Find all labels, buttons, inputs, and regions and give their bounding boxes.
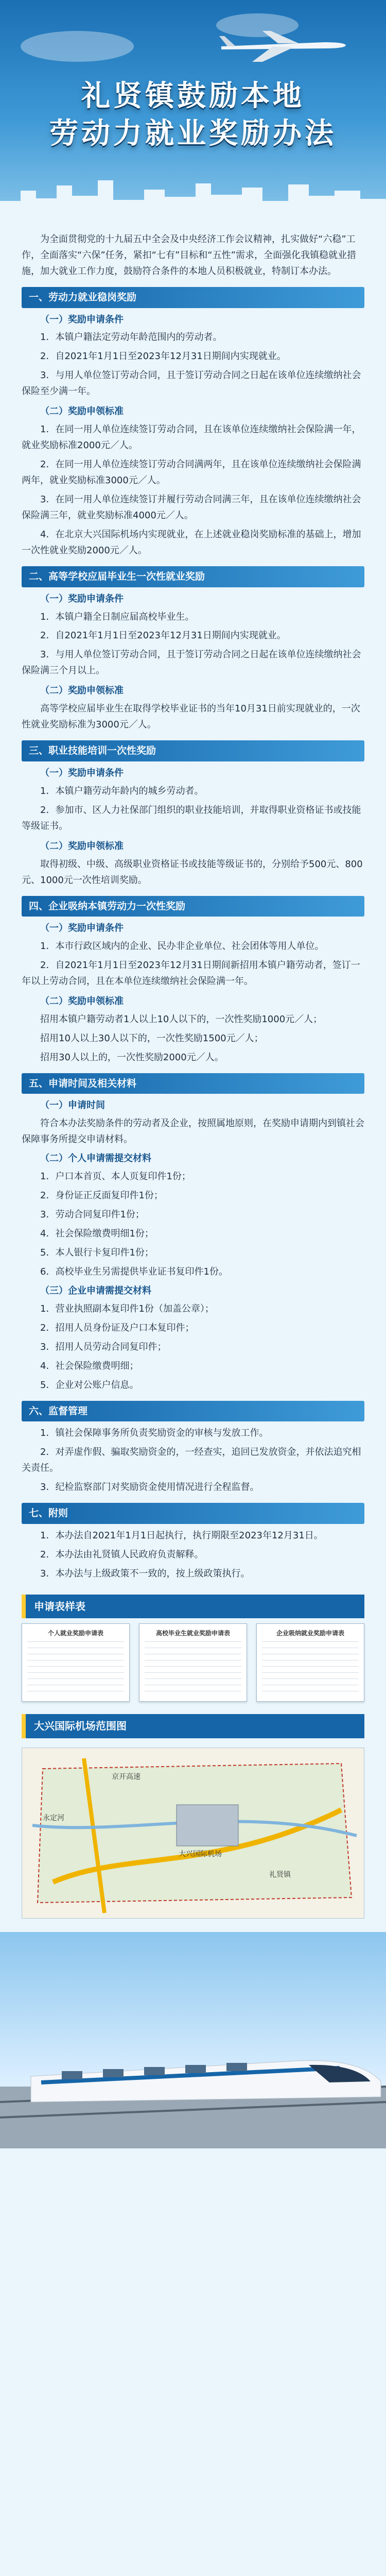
list-item: 2．自2021年1月1日至2023年12月31日期间新招用本镇户籍劳动者，签订一年以上劳动合同，且在本单位连续缴纳社会保险满一年。: [22, 960, 360, 987]
subheading: （二）奖励申领标准: [40, 685, 124, 697]
section-heading-1: 一、劳动力就业稳岗奖励: [22, 287, 364, 308]
airport-map: [22, 1748, 364, 1919]
cloud: [21, 31, 134, 62]
subheading: （二）个人申请需提交材料: [40, 1153, 151, 1164]
list-item: 招用10人以上30人以下的，一次性奖励1500元／人；: [40, 1032, 264, 1044]
list-item: 1．户口本首页、本人页复印件1份；: [40, 1171, 191, 1182]
list-item: 招用本镇户籍劳动者1人以上10人以下的，一次性奖励1000元／人；: [40, 1013, 323, 1025]
form-thumbnail: [22, 1623, 130, 1702]
map-graphic: [22, 1748, 364, 1918]
list-item: 4．在北京大兴国际机场内实现就业，在上述就业稳岗奖励标准的基础上，增加一次性就业奖励2000元／人。: [22, 529, 361, 556]
list-item: 招用30人以上的，一次性奖励2000元／人。: [40, 1052, 224, 1063]
intro-paragraph: 为全面贯彻党的十九届五中全会及中央经济工作会议精神，扎实做好“六稳”工作，全面落实“六保”任务，紧扣“七有”目标和“五性”需求，全面强化我镇稳就业措施，加大就业工作力度，鼓励符合条件的本地人员积极就业，特制订本办法。: [22, 234, 356, 277]
form-lines: [27, 1641, 124, 1696]
subheading: （二）奖励申领标准: [40, 406, 124, 417]
form-samples: [22, 1623, 364, 1702]
section-heading-7: 七、附则: [22, 1503, 364, 1524]
subheading: （一）奖励申请条件: [40, 314, 124, 325]
section-heading-5: 五、申请时间及相关材料: [22, 1073, 364, 1094]
list-item: 3．在同一用人单位连续签订并履行劳动合同满三年，且在该单位连续缴纳社会保险满三年，就业奖励标准4000元／人。: [22, 494, 361, 521]
form-thumbnail: [256, 1623, 364, 1702]
list-item: 2．对弄虚作假、骗取奖励资金的，一经查实，追回已发放资金，并依法追究相关责任。: [22, 1447, 361, 1474]
list-item: 5．本人银行卡复印件1份；: [40, 1247, 154, 1259]
list-item: 1．本镇户籍全日制应届高校毕业生。: [40, 611, 195, 622]
form-thumbnail: [139, 1623, 247, 1702]
list-item: 1．本镇户籍劳动年龄内的城乡劳动者。: [40, 785, 204, 796]
subheading: （二）奖励申领标准: [40, 996, 124, 1007]
list-item: 3．招用人员劳动合同复印件；: [40, 1341, 167, 1352]
list-item: 2．本办法由礼贤镇人民政府负责解释。: [40, 1549, 204, 1560]
list-item: 1．本办法自2021年1月1日起执行，执行期限至2023年12月31日。: [40, 1530, 323, 1541]
section-heading-6: 六、监督管理: [22, 1401, 364, 1422]
list-item: 3．纪检监察部门对奖励资金使用情况进行全程监督。: [40, 1482, 259, 1493]
form-title: 高校毕业生就业奖励申请表: [155, 1630, 230, 1637]
paragraph: 取得初级、中级、高级职业资格证书或技能等级证书的，分别给予500元、800元、1000元一次性培训奖励。: [22, 858, 363, 886]
map-label: 永定河: [43, 1814, 64, 1822]
subheading: （一）申请时间: [40, 1100, 105, 1111]
list-item: 3．与用人单位签订劳动合同，且于签订劳动合同之日起在该单位连续缴纳社会保险至少满一年。: [22, 370, 361, 397]
airplane-icon: [216, 27, 350, 63]
map-label: 京开高速: [112, 1772, 141, 1781]
list-item: 1．本市行政区域内的企业、民办非企业单位、社会团体等用人单位。: [40, 941, 324, 952]
list-item: 3．劳动合同复印件1份；: [40, 1209, 145, 1221]
subheading: （三）企业申请需提交材料: [40, 1285, 151, 1297]
section-heading-3: 三、职业技能培训一次性奖励: [22, 740, 364, 761]
list-item: 1．营业执照副本复印件1份（加盖公章）；: [40, 1303, 214, 1314]
list-item: 6．高校毕业生另需提供毕业证书复印件1份。: [40, 1266, 228, 1278]
map-label: 大兴国际机场: [179, 1850, 222, 1858]
list-item: 2．在同一用人单位连续签订劳动合同满两年，且在该单位连续缴纳社会保险满两年，就业奖励标准3000元／人。: [22, 459, 361, 486]
subheading: （一）奖励申请条件: [40, 767, 124, 778]
form-lines: [145, 1641, 241, 1696]
list-item: 2．自2021年1月1日至2023年12月31日期间内实现就业。: [40, 351, 286, 362]
list-item: 2．招用人员身份证及户口本复印件；: [40, 1322, 195, 1333]
hero-banner: [0, 0, 386, 216]
subheading: （一）奖励申请条件: [40, 923, 124, 934]
article-body: [0, 216, 386, 1919]
paragraph: 高等学校应届毕业生在取得学校毕业证书的当年10月31日前实现就业的，一次性就业奖励标准为3000元／人。: [22, 703, 360, 731]
page-title-line1: 礼贤镇鼓励本地: [81, 79, 305, 113]
list-item: 2．参加市、区人力社保部门组织的职业技能培训，并取得职业资格证书或技能等级证书。: [22, 804, 361, 832]
train-illustration: [0, 1932, 386, 2148]
map-heading: 大兴国际机场范围图: [22, 1714, 364, 1738]
map-label: 礼贤镇: [269, 1870, 291, 1879]
section-heading-2: 二、高等学校应届毕业生一次性就业奖励: [22, 566, 364, 587]
subheading: （一）奖励申请条件: [40, 593, 124, 604]
list-item: 3．本办法与上级政策不一致的，按上级政策执行。: [40, 1568, 250, 1579]
city-skyline: [0, 170, 386, 216]
list-item: 1．在同一用人单位连续签订劳动合同，且在该单位连续缴纳社会保险满一年，就业奖励标准2000元／人。: [22, 424, 361, 451]
form-title: 个人就业奖励申请表: [47, 1630, 103, 1637]
list-item: 4．社会保险缴费明细；: [40, 1360, 139, 1371]
train-graphic: [0, 1932, 386, 2148]
list-item: 2．自2021年1月1日至2023年12月31日期间内实现就业。: [40, 630, 286, 641]
list-item: 2．身份证正反面复印件1份；: [40, 1190, 163, 1201]
form-lines: [262, 1641, 359, 1696]
paragraph: 符合本办法奖励条件的劳动者及企业，按照属地原则，在奖励申请期内到镇社会保障事务所提交申请材料。: [22, 1118, 364, 1145]
list-item: 1．镇社会保障事务所负责奖励资金的审核与发放工作。: [40, 1428, 269, 1439]
form-title: 企业吸纳就业奖励申请表: [276, 1630, 344, 1637]
section-heading-4: 四、企业吸纳本镇劳动力一次性奖励: [22, 896, 364, 917]
list-item: 4．社会保险缴费明细1份；: [40, 1228, 154, 1240]
list-item: 5．企业对公账户信息。: [40, 1379, 139, 1391]
page-title-line2: 劳动力就业奖励办法: [49, 116, 337, 150]
list-item: 3．与用人单位签订劳动合同，且于签订劳动合同之日起在该单位连续缴纳社会保险满三个月以上。: [22, 649, 361, 676]
subheading: （二）奖励申领标准: [40, 840, 124, 852]
forms-heading: 申请表样表: [22, 1595, 364, 1618]
list-item: 1．本镇户籍法定劳动年龄范围内的劳动者。: [40, 332, 222, 343]
title-block: [0, 77, 386, 152]
